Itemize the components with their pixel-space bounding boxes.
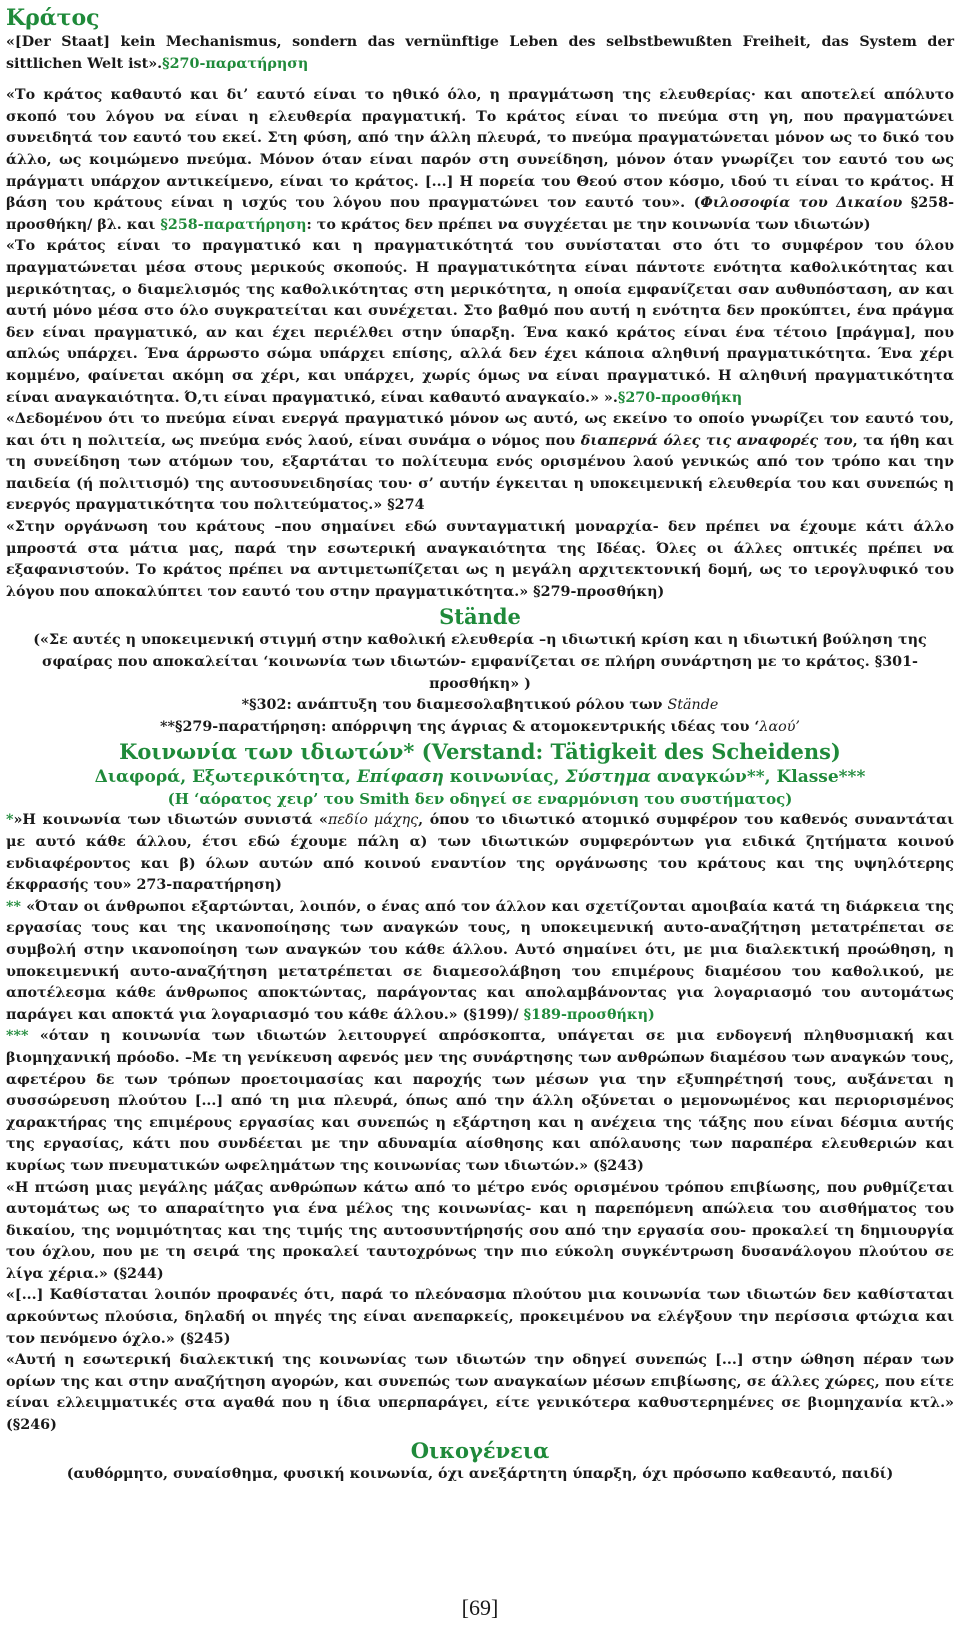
- quote-text: «[...] Καθίσταται λοιπόν προφανές ότι, παρά το πλεόνασμα πλούτου μια κοινωνία των ιδιωτών δεν καθίσταται αρκούντως πλούσια, δηλαδή οι πηγές της είναι ανεπαρκείς, προκειμένου να ελέγξουν την περίσσια φτώχια και τον πενόμενο όχλο.» (§245): [6, 1287, 954, 1347]
- paragraph-battlefield: [6, 810, 954, 896]
- page-number: [69]: [461, 1595, 499, 1620]
- italic-term: Stände: [667, 697, 719, 714]
- quote-text: , τα ήθη και τη συνείδηση των ατόμων του, εξαρτάται το πολίτευμα ενός ορισμένου λαού γενικώς από τον τρόπο και την παιδεία (ή πολιτισμό) της αυτοσυνειδησίας του· σ’ αυτήν έγκειται η υποκειμενική ελευθερία του και συνεπώς η ενεργός πραγματικότητα του πολιτεύματος.» §274: [6, 432, 955, 514]
- heading-staende: Stände: [439, 604, 521, 630]
- reference-link: §270-παρατήρηση: [162, 55, 309, 72]
- note-text: *§302: ανάπτυξη του διαμεσολαβητικού ρόλου των: [241, 697, 668, 714]
- paragraph-spirit: [6, 409, 954, 517]
- staende-note-279: [6, 717, 954, 739]
- reference-link: §189-προσθήκη): [523, 1006, 655, 1023]
- subheading-smith: (Η ‘αόρατος χειρ’ του Smith δεν οδηγεί σε εναρμόνιση του συστήματος): [167, 790, 793, 809]
- quote-text: «Το κράτος καθαυτό και δι’ εαυτό είναι το ηθικό όλο, η πραγμάτωση της ελευθερίας· και αποτελεί απόλυτο σκοπό του λόγου να είναι η ελευθερία πραγματική. Το κράτος είναι το πνεύμα στη γη, που πραγματώνει συνειδητά τον εαυτό του εκεί. Στη φύση, από την άλλη πλευρά, το πνεύμα πραγματώνεται μόνον ως το δικό του άλλο, ως κοιμώμενο πνεύμα. Μόνον όταν είναι παρόν στη συνείδηση, μόνον όταν γνωρίζει τον εαυτό του ως πράγματι υπάρχον αντικείμενο, είναι το κράτος. [...] Η πορεία του Θεού στον κόσμο, ιδού τι είναι το κράτος. Η βάση του κράτους είναι η ισχύς του λόγου που πραγματώνει τον εαυτό του». (: [6, 87, 954, 212]
- paragraph-state-actual: [6, 236, 954, 409]
- italic-term: λαού’: [759, 718, 800, 735]
- book-title: Φιλοσοφία του Δικαίου: [700, 195, 903, 212]
- quote-text: §258-προσθήκη/ βλ. και: [6, 195, 954, 233]
- italic-term: Σύστημα: [565, 767, 652, 788]
- heading-oikogeneia: Οικογένεια: [410, 1437, 550, 1463]
- heading-kratos: Κράτος: [6, 5, 100, 31]
- paragraph-progress: [6, 1026, 954, 1177]
- subheading-text: κοινωνίας,: [443, 767, 566, 788]
- footnote-marker: ***: [6, 1028, 29, 1045]
- subheading-text: αναγκών**, Klasse***: [651, 767, 866, 788]
- staende-quote: («Σε αυτές η υποκειμενική στιγμή στην καθολική ελευθερία –η ιδιωτική κρίση και η ιδιωτική βούληση της σφαίρας που αποκαλείται ‘κοινωνία των ιδιωτών- εμφανίζεται σε πλήρη συνάρτηση με το κράτος. §301-προσθήκη» ): [33, 632, 927, 692]
- quote-text: «Δεδομένου ότι το πνεύμα είναι ενεργά πραγματικό μόνον ως αυτό, ως εκείνο το οποίο γνωρίζει τον εαυτό του, και ότι η πολιτεία, ως πνεύμα ενός λαού, είναι συνάμα ο νόμος που: [6, 411, 954, 449]
- paragraph-dialectic: [6, 1350, 954, 1436]
- quote-text: «Αυτή η εσωτερική διαλεκτική της κοινωνίας των ιδιωτών την οδηγεί συνεπώς [...] στην ώθηση πέραν των ορίων της και στην αναζήτηση αγορών, και συνεπώς των αναγκαίων μέσων επιβίωσης, σε άλλες χώρες, που είτε είναι ελλειμματικές στα αγαθά που η ίδια υπερπαράγει, είτε γενικότερα καθυστερημένες σε βιομηχανία κτλ.» (§246): [6, 1352, 954, 1434]
- paragraph-rabble: [6, 1178, 954, 1286]
- italic-phrase: διαπερνά όλες τις αναφορές του: [580, 432, 853, 449]
- quote-text: «Η πτώση μιας μεγάλης μάζας ανθρώπων κάτω από το μέτρο ενός ορισμένου τρόπου επιβίωσης, που ρυθμίζεται αυτομάτως ως το απαραίτητο για ένα μέλος της κοινωνίας- και η παρεπόμενη απώλεια του αισθήματος του δικαίου, της νομιμότητας και της τιμής της αυτοσυντήρησής σου από την εργασία σου- προκαλεί τη δημιουργία του όχλου, που με τη σειρά της προκαλεί ταυτοχρόνως την πιο εύκολη συγκέντρωση δυσανάλογου πλούτου σε λίγα χέρια.» (§244): [6, 1179, 954, 1282]
- quote-text: : το κράτος δεν πρέπει να συγχέεται με την κοινωνία των ιδιωτών): [306, 216, 871, 233]
- quote-text: «[Der Staat] kein Mechanismus, sondern das vernünftige Leben des selbstbewußten Freiheit, das System der sittlichen Welt ist».: [6, 34, 954, 72]
- quote-text: «όταν η κοινωνία των ιδιωτών λειτουργεί απρόσκοπτα, υπάγεται σε μια ενδογενή πληθυσμιακή και βιομηχανική πρόοδο. –Με τη γενίκευση αφενός μεν της συνάρτησης των ανθρώπων διαμέσου των αναγκών τους, αφετέρου δε των τρόπων προετοιμασίας και παροχής των μέσων για την εξυπηρέτησή τους, αυξάνεται η συσσώρευση πλούτου [...] από τη μια πλευρά, όπως από την άλλη οξύνεται ο μεμονωμένος και περιορισμένος χαρακτήρας της επιμέρους εργασίας και συνεπώς η εξάρτηση και η ανέχεια της τάξης που είναι δέσμια αυτής της εργασίας, κάτι που συνδέεται με την αδυναμία αίσθησης και απόλαυσης των παραπέρα ελευθεριών και κυρίως των πνευματικών ωφελημάτων της κοινωνίας των ιδιωτών.» (§243): [6, 1028, 954, 1174]
- quote-text: «Το κράτος είναι το πραγματικό και η πραγματικότητά του συνίσταται στο ότι το συμφέρον του όλου πραγματώνεται μέσα στους μερικούς σκοπούς. Η πραγματικότητα είναι πάντοτε ενότητα καθολικότητας και μερικότητας, ο διαμελισμός της καθολικότητας στη μερικότητα, η οποία εμφανίζεται σαν αυθυπόσταση, αν και αυτή μόνο μέσα στο όλο συγκρατείται και συνέχεται. Στο βαθμό που αυτή η ενότητα δεν προκύπτει, ένα πράγμα δεν είναι πραγματικό, αν και έχει περιέλθει στην ύπαρξη. Ένα κακό κράτος είναι ένα τέτοιο [πράγμα], που απλώς υπάρχει. Ένα άρρωστο σώμα υπάρχει επίσης, αλλά δεν έχει κάποια αληθινή πραγματικότητα. Ένα χέρι κομμένο, φαίνεται ακόμη σα χέρι, και υπάρχει, χωρίς όμως να είναι πραγματικό. Η αληθινή πραγματικότητα είναι αναγκαιότητα. Ό,τι είναι πραγματικό, είναι καθαυτό αναγκαίο.» ».: [6, 238, 954, 406]
- oikogeneia-subtitle: (αυθόρμητο, συναίσθημα, φυσική κοινωνία, όχι ανεξάρτητη ύπαρξη, όχι πρόσωπο καθεαυτό, παιδί): [66, 1465, 894, 1482]
- paragraph-der-staat: [6, 32, 954, 75]
- reference-link: §270-προσθήκη: [617, 389, 743, 406]
- paragraph-surplus: [6, 1285, 954, 1350]
- heading-koinonia: Κοινωνία των ιδιωτών* (Verstand: Tätigkeit des Scheidens): [119, 739, 841, 765]
- paragraph-dependence: [6, 897, 954, 1027]
- staende-note-302: [6, 695, 954, 717]
- paragraph-organisation: [6, 517, 954, 603]
- italic-term: Επίφαση: [356, 767, 444, 788]
- note-text: **§279-παρατήρηση: απόρριψη της άγριας & ατομοκεντρικής ιδέας του ‘: [160, 718, 760, 735]
- quote-text: «Όταν οι άνθρωποι εξαρτώνται, λοιπόν, ο ένας από τον άλλον και σχετίζονται αμοιβαία κατά τη διάρκεια της εργασίας τους και της ικανοποίησης των αναγκών τους, η υποκειμενική αυτο-αναζήτηση μετατρέπεται σε συμβολή στην ικανοποίηση των αναγκών του κάθε άλλου. Αυτό σημαίνει ότι, με μια διαλεκτική προώθηση, η υποκειμενική αυτο-αναζήτηση μετατρέπεται σε διαμεσολάβηση του επιμέρους διαμέσου του καθολικού, με αποτέλεσμα κάθε άνθρωπος αποκτώντας, παράγοντας και απολαμβάνοντας για λογαριασμό του αυτομάτως παράγει και αποκτά για λογαριασμό του κάθε άλλου.» (§199)/: [6, 898, 954, 1023]
- italic-term: πεδίο μάχης: [327, 812, 419, 829]
- subheading-text: Διαφορά, Εξωτερικότητα,: [94, 767, 357, 788]
- quote-text: «Στην οργάνωση του κράτους –που σημαίνει εδώ συνταγματική μοναρχία- δεν πρέπει να έχουμε κάτι άλλο μπροστά στα μάτια μας, παρά την εσωτερική αναγκαιότητα της Ιδέας. Όλες οι άλλες οπτικές πρέπει να εξαφανιστούν. Το κράτος πρέπει να αντιμετωπίζεται ως η μεγάλη αρχιτεκτονική δομή, ως το ιερογλυφικό του λόγου που αποκαλύπτει τον εαυτό του στην πραγματικότητα.» §279-προσθήκη): [6, 519, 954, 600]
- spacer: [6, 75, 954, 85]
- quote-text: »Η κοινωνία των ιδιωτών συνιστά «: [13, 812, 328, 829]
- reference-link: §258-παρατήρηση: [160, 216, 307, 233]
- quote-text: , όπου το ιδιωτικό ατομικό συμφέρον του καθενός συναντάται με αυτό κάθε άλλου, έτσι εδώ έχουμε πάλη α) των ιδιωτικών συμφερόντων για ειδικά ζητήματα κοινού ενδιαφέροντος και β) όλων αυτών από κοινού εναντίον της οργάνωσης του κράτους και της υψηλότερης έκφρασής του» 273-παρατήρηση): [6, 812, 954, 894]
- subheading-diafora: [6, 765, 954, 789]
- footnote-marker: *: [6, 812, 14, 829]
- paragraph-state-ethical-whole: [6, 85, 954, 236]
- footnote-marker: **: [6, 898, 21, 915]
